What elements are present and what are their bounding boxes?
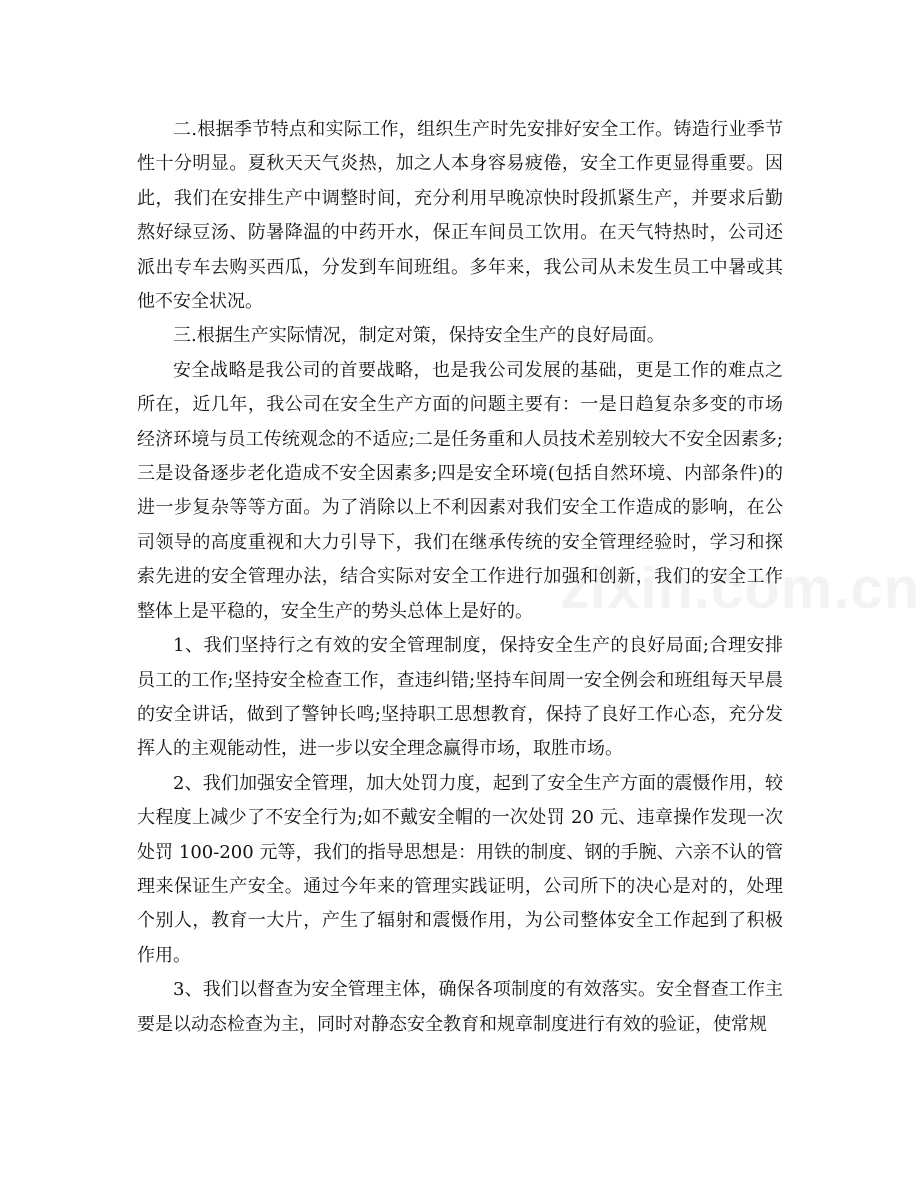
paragraph-seasonal-safety: 二.根据季节特点和实际工作，组织生产时先安排好安全工作。铸造行业季节性十分明显。夏秋天天气炎热，加之人本身容易疲倦，安全工作更显得重要。因此，我们在安排生产中调整时间，充分利用早晚凉快时段抓紧生产，并要求后勤熬好绿豆汤、防暑降温的中药开水，保正车间员工饮用。在天气特热时，公司还派出专车去购买西瓜，分发到车间班组。多年来，我公司从未发生员工中暑或其他不安全状况。 xyxy=(137,119,783,313)
document-body xyxy=(137,113,783,1042)
paragraph-item-1: 1、我们坚持行之有效的安全管理制度，保持安全生产的良好局面;合理安排员工的工作;坚持安全检查工作，查违纠错;坚持车间周一安全例会和班组每天早晨的安全讲话，做到了警钟长鸣;坚持职工思想教育，保持了良好工作心态，充分发挥人的主观能动性，进一步以安全理念赢得市场，取胜市场。 xyxy=(137,635,783,760)
paragraph-item-3: 3、我们以督查为安全管理主体，确保各项制度的有效落实。安全督查工作主要是以动态检查为主，同时对静态安全教育和规章制度进行有效的验证，使常规 xyxy=(137,979,783,1035)
paragraph-item-2: 2、我们加强安全管理，加大处罚力度，起到了安全生产方面的震慑作用，较大程度上减少了不安全行为;如不戴安全帽的一次处罚 20 元、违章操作发现一次处罚 100-200 元等，我们的指导思想是：用铁的制度、钢的手腕、六亲不认的管理来保证生产安全。通过今年来的管理实践证明，公司所下的决心是对的，处理个别人，教育一大片，产生了辐射和震慑作用，为公司整体安全工作起到了积极作用。 xyxy=(137,772,783,966)
paragraph-safety-strategy: 安全战略是我公司的首要战略，也是我公司发展的基础，更是工作的难点之所在，近几年，我公司在安全生产方面的问题主要有：一是日趋复杂多变的市场经济环境与员工传统观念的不适应;二是任务重和人员技术差别较大不安全因素多;三是设备逐步老化造成不安全因素多;四是安全环境(包括自然环境、内部条件)的进一步复杂等等方面。为了消除以上不利因素对我们安全工作造成的影响，在公司领导的高度重视和大力引导下，我们在继承传统的安全管理经验时，学习和探索先进的安全管理办法，结合实际对安全工作进行加强和创新，我们的安全工作整体上是平稳的，安全生产的势头总体上是好的。 xyxy=(137,359,783,622)
paragraph-countermeasures-heading: 三.根据生产实际情况，制定对策，保持安全生产的良好局面。 xyxy=(173,325,665,347)
